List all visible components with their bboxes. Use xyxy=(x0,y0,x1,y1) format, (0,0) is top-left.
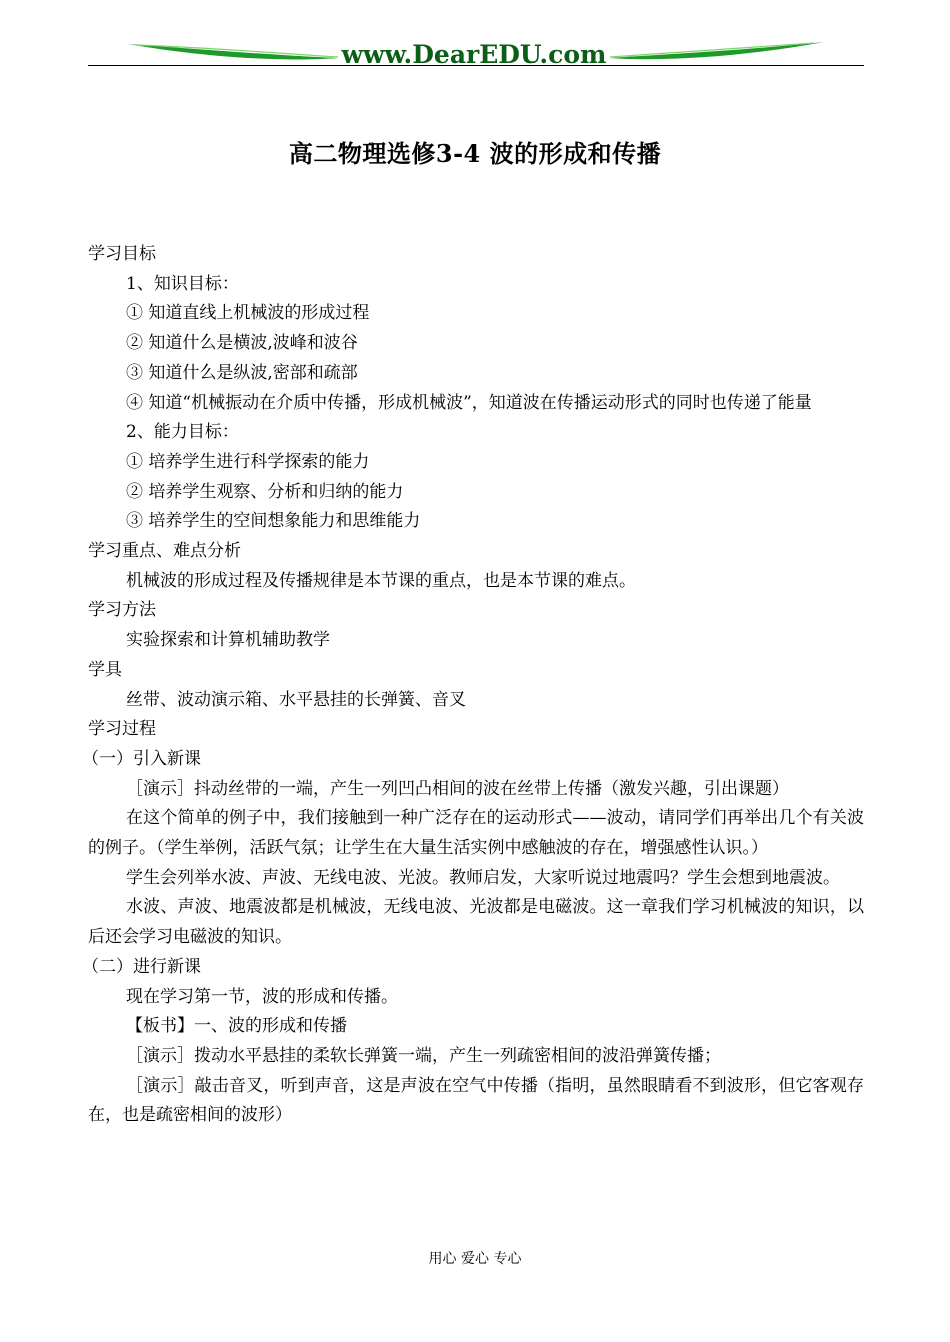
body-line: ① 培养学生进行科学探索的能力 xyxy=(126,451,370,472)
body-line: 水波、声波、地震波都是机械波，无线电波、光波都是电磁波。这一章我们学习机械波的知识，以后还会学习电磁波的知识。 xyxy=(88,897,864,948)
body-line: ［演示］敲击音叉，听到声音，这是声波在空气中传播（指明，虽然眼睛看不到波形，但它客观存在，也是疏密相间的波形） xyxy=(88,1075,864,1126)
body-line: 在这个简单的例子中，我们接触到一种广泛存在的运动形式——波动，请同学们再举出几个有关波的例子。（学生举例，活跃气氛；让学生在大量生活实例中感触波的存在，增强感性认识。） xyxy=(88,808,864,859)
body-line: 学习过程 xyxy=(88,719,156,740)
body-line: ① 知道直线上机械波的形成过程 xyxy=(126,303,370,324)
body-line: （二）进行新课 xyxy=(82,956,201,977)
body-line: 2、能力目标： xyxy=(126,422,239,443)
header-rule xyxy=(88,65,864,66)
body-line: 【板书】一、波的形成和传播 xyxy=(126,1016,347,1037)
body-line: ② 知道什么是横波,波峰和波谷 xyxy=(126,333,358,354)
body-line: ④ 知道“机械振动在介质中传播，形成机械波”，知道波在传播运动形式的同时也传递了能量 xyxy=(126,392,812,413)
body-line: ［演示］抖动丝带的一端，产生一列凹凸相间的波在丝带上传播（激发兴趣，引出课题） xyxy=(126,778,789,799)
body-line: （一）引入新课 xyxy=(82,748,201,769)
page-footer: 用心 爱心 专心 xyxy=(428,1251,522,1267)
body-line: 1、知识目标： xyxy=(126,273,239,294)
body-line: 学具 xyxy=(88,659,122,680)
body-line: 丝带、波动演示箱、水平悬挂的长弹簧、音叉 xyxy=(126,689,466,710)
document-body xyxy=(82,240,864,1131)
body-line: ③ 知道什么是纵波,密部和疏部 xyxy=(126,362,358,383)
body-line: ［演示］拨动水平悬挂的柔软长弹簧一端，产生一列疏密相间的波沿弹簧传播； xyxy=(126,1045,721,1066)
document-title: 高二物理选修3-4 波的形成和传播 xyxy=(288,139,662,168)
body-line: 机械波的形成过程及传播规律是本节课的重点，也是本节课的难点。 xyxy=(126,570,636,591)
body-line: ③ 培养学生的空间想象能力和思维能力 xyxy=(126,511,421,532)
body-line: 实验探索和计算机辅助教学 xyxy=(126,630,330,651)
body-line: ② 培养学生观察、分析和归纳的能力 xyxy=(126,481,404,502)
body-line: 学习重点、难点分析 xyxy=(88,541,241,562)
body-line: 学生会列举水波、声波、无线电波、光波。教师启发，大家听说过地震吗？学生会想到地震波。 xyxy=(126,867,840,888)
body-line: 现在学习第一节，波的形成和传播。 xyxy=(126,986,398,1007)
body-line: 学习目标 xyxy=(88,244,156,264)
logo-text: www.DearEDU.com xyxy=(341,40,607,69)
body-line: 学习方法 xyxy=(88,600,156,621)
